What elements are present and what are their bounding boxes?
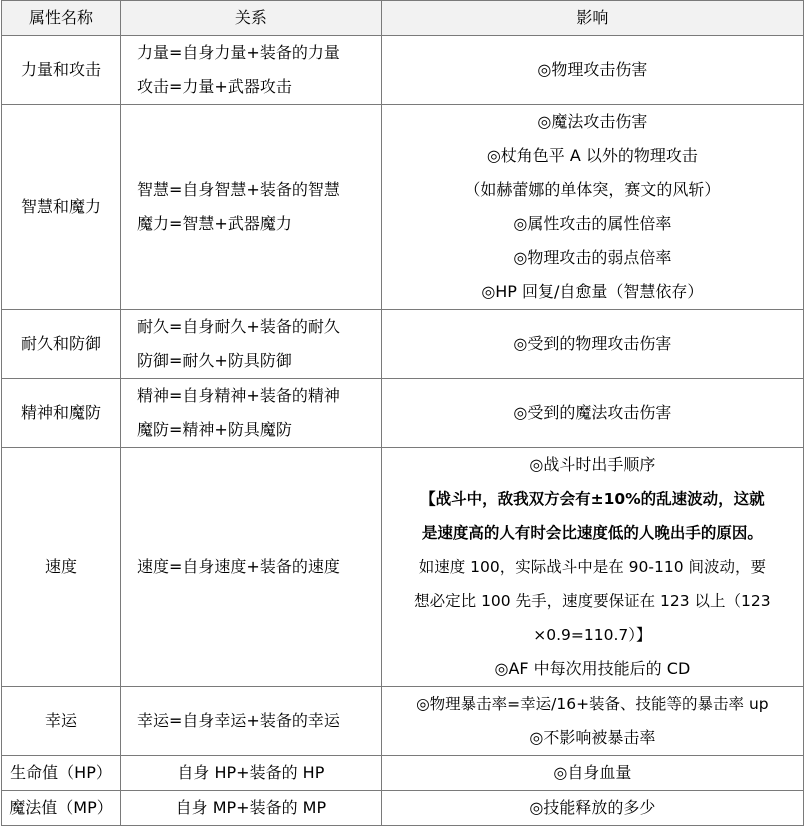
header-relation: 关系 [121, 1, 382, 36]
effect-line: ◎物理攻击的弱点倍率 [513, 248, 672, 267]
row-relation [121, 791, 382, 826]
effect-line: ◎自身血量 [553, 763, 632, 782]
row-relation [121, 448, 382, 687]
row-relation [121, 756, 382, 791]
header-row [2, 1, 804, 36]
relation-line: 魔防=精神+防具魔防 [137, 420, 292, 439]
row-effect [381, 791, 803, 826]
table-row [2, 448, 804, 687]
table-row [2, 791, 804, 826]
effect-line: ◎HP 回复/自愈量（智慧依存） [481, 282, 704, 301]
table-row [2, 105, 804, 310]
relation-line: 自身 MP+装备的 MP [175, 798, 327, 817]
row-effect [381, 379, 803, 448]
row-effect [381, 310, 803, 379]
effect-line: （如赫蕾娜的单体突，赛文的风斩） [464, 180, 721, 199]
header-effect: 影响 [381, 1, 803, 36]
effect-line: ◎技能释放的多少 [529, 798, 656, 817]
row-name: 精神和魔防 [2, 379, 121, 448]
relation-line: 智慧=自身智慧+装备的智慧 [137, 180, 340, 199]
header-name: 属性名称 [2, 1, 121, 36]
effect-line: ◎受到的魔法攻击伤害 [513, 403, 672, 422]
row-name: 幸运 [2, 687, 121, 756]
row-effect [381, 105, 803, 310]
relation-line: 自身 HP+装备的 HP [177, 763, 325, 782]
table-row [2, 310, 804, 379]
row-effect [381, 36, 803, 105]
effect-line: ◎受到的物理攻击伤害 [513, 334, 672, 353]
table-row [2, 36, 804, 105]
effect-note: 如速度 100，实际战斗中是在 90-110 间波动，要 [418, 558, 767, 576]
row-relation [121, 687, 382, 756]
row-name: 魔法值（MP） [2, 791, 121, 826]
effect-line: ◎杖角色平 A 以外的物理攻击 [486, 146, 698, 165]
table-row [2, 687, 804, 756]
relation-line: 防御=耐久+防具防御 [137, 351, 292, 370]
effect-line: ◎AF 中每次用技能后的 CD [494, 659, 691, 678]
row-name: 智慧和魔力 [2, 105, 121, 310]
row-relation [121, 310, 382, 379]
effect-note: ×0.9=110.7）】 [533, 626, 652, 644]
effect-line: ◎战斗时出手顺序 [529, 455, 656, 474]
relation-line: 耐久=自身耐久+装备的耐久 [137, 317, 340, 336]
attribute-table [1, 0, 804, 826]
effect-line: ◎物理攻击伤害 [537, 60, 648, 79]
effect-note-bold: 是速度高的人有时会比速度低的人晚出手的原因。 [421, 524, 763, 542]
row-name: 力量和攻击 [2, 36, 121, 105]
row-name: 生命值（HP） [2, 756, 121, 791]
effect-line: ◎魔法攻击伤害 [537, 112, 648, 131]
relation-line: 力量=自身力量+装备的力量 [137, 43, 340, 62]
relation-line: 魔力=智慧+武器魔力 [137, 214, 292, 233]
row-relation [121, 379, 382, 448]
row-relation [121, 36, 382, 105]
effect-line: ◎属性攻击的属性倍率 [513, 214, 672, 233]
table-row [2, 379, 804, 448]
relation-line: 攻击=力量+武器攻击 [137, 77, 292, 96]
row-name: 耐久和防御 [2, 310, 121, 379]
table-row [2, 756, 804, 791]
effect-line: ◎不影响被暴击率 [529, 728, 656, 747]
effect-note-bold: 【战斗中，敌我双方会有±10%的乱速波动，这就 [420, 490, 765, 508]
row-effect [381, 687, 803, 756]
effect-note: 想必定比 100 先手，速度要保证在 123 以上（123 [414, 592, 771, 610]
row-effect [381, 448, 803, 687]
row-effect [381, 756, 803, 791]
row-name: 速度 [2, 448, 121, 687]
effect-line: ◎物理暴击率=幸运/16+装备、技能等的暴击率 up [416, 695, 769, 713]
row-relation [121, 105, 382, 310]
relation-line: 幸运=自身幸运+装备的幸运 [137, 711, 340, 730]
relation-line: 精神=自身精神+装备的精神 [137, 386, 340, 405]
relation-line: 速度=自身速度+装备的速度 [137, 557, 340, 576]
